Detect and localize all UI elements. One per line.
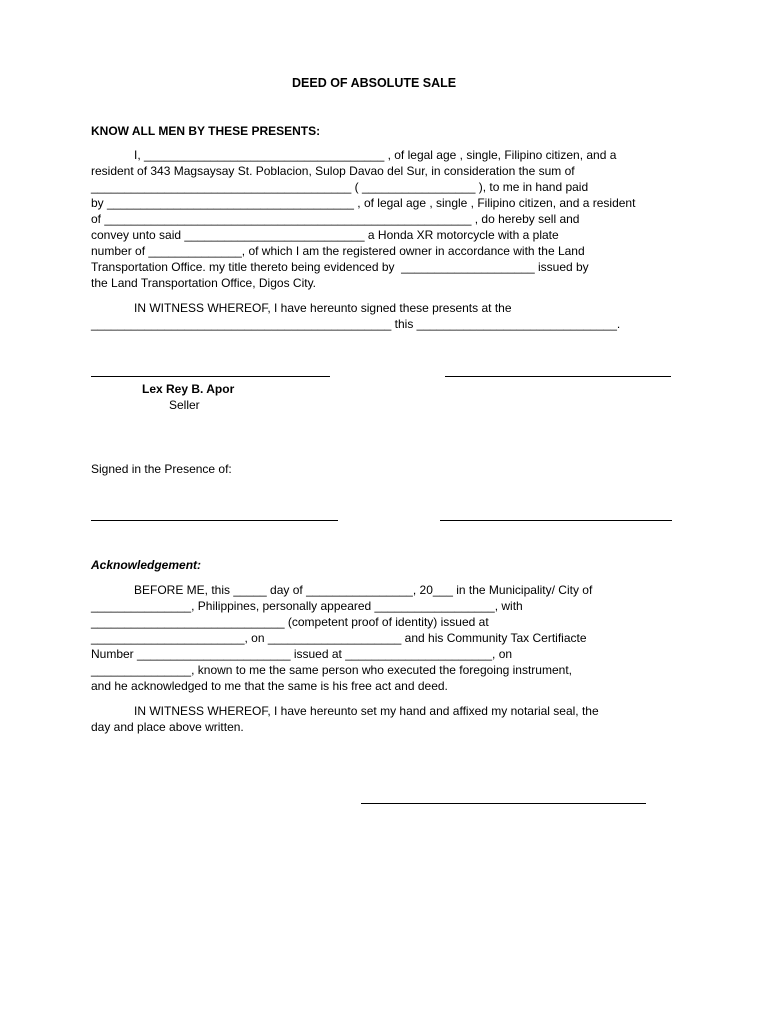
sale-line: I, ____________________________________ , of legal age , single, Filipino citizen, and a (134, 148, 617, 162)
ack-line: Number _______________________ issued at ______________________, on (91, 647, 513, 661)
sale-line: resident of 343 Magsaysay St. Poblacion, Sulop Davao del Sur, in consideration the sum of (91, 164, 575, 178)
sale-line: _______________________________________ ( _________________ ), to me in hand paid (91, 180, 589, 194)
witness-signature-line-left (91, 520, 338, 521)
sale-line: Transportation Office. my title thereto being evidenced by ____________________ issued by (91, 260, 589, 274)
ack-line: _______________, Philippines, personally appeared __________________, with (91, 599, 523, 613)
ack-line: _______________, known to me the same person who executed the foregoing instrument, (91, 663, 572, 677)
witness-line: _____________________________________________ this ______________________________. (91, 317, 621, 331)
sale-line: number of ______________, of which I am the registered owner in accordance with the Land (91, 244, 585, 258)
ack-line: _______________________, on ____________________ and his Community Tax Certifiacte (91, 631, 587, 645)
notary-signature-line (361, 803, 646, 804)
ack-line: and he acknowledged to me that the same is his free act and deed. (91, 679, 448, 693)
sale-line: of _______________________________________________________ , do hereby sell and (91, 212, 580, 226)
acknowledgement-heading: Acknowledgement: (91, 558, 202, 572)
ack-line: BEFORE ME, this _____ day of ________________, 20___ in the Municipality/ City of (134, 583, 593, 597)
presence-label: Signed in the Presence of: (91, 462, 232, 476)
ack-witness-line: IN WITNESS WHEREOF, I have hereunto set my hand and affixed my notarial seal, the (134, 704, 599, 718)
seller-name: Lex Rey B. Apor (142, 382, 235, 396)
document-title: DEED OF ABSOLUTE SALE (292, 76, 457, 90)
seller-role: Seller (169, 398, 200, 412)
ack-line: _____________________________ (competent proof of identity) issued at (91, 615, 489, 629)
witness-signature-line-right (440, 520, 672, 521)
sale-line: the Land Transportation Office, Digos City. (91, 276, 317, 290)
sale-line: by _____________________________________ , of legal age , single , Filipino citizen, and a resident (91, 196, 636, 210)
seller-signature-line (91, 376, 330, 377)
buyer-signature-line (445, 376, 671, 377)
sale-line: convey unto said ___________________________ a Honda XR motorcycle with a plate (91, 228, 559, 242)
intro-heading: KNOW ALL MEN BY THESE PRESENTS: (91, 124, 321, 138)
witness-line: IN WITNESS WHEREOF, I have hereunto signed these presents at the (134, 301, 512, 315)
ack-witness-line: day and place above written. (91, 720, 244, 734)
